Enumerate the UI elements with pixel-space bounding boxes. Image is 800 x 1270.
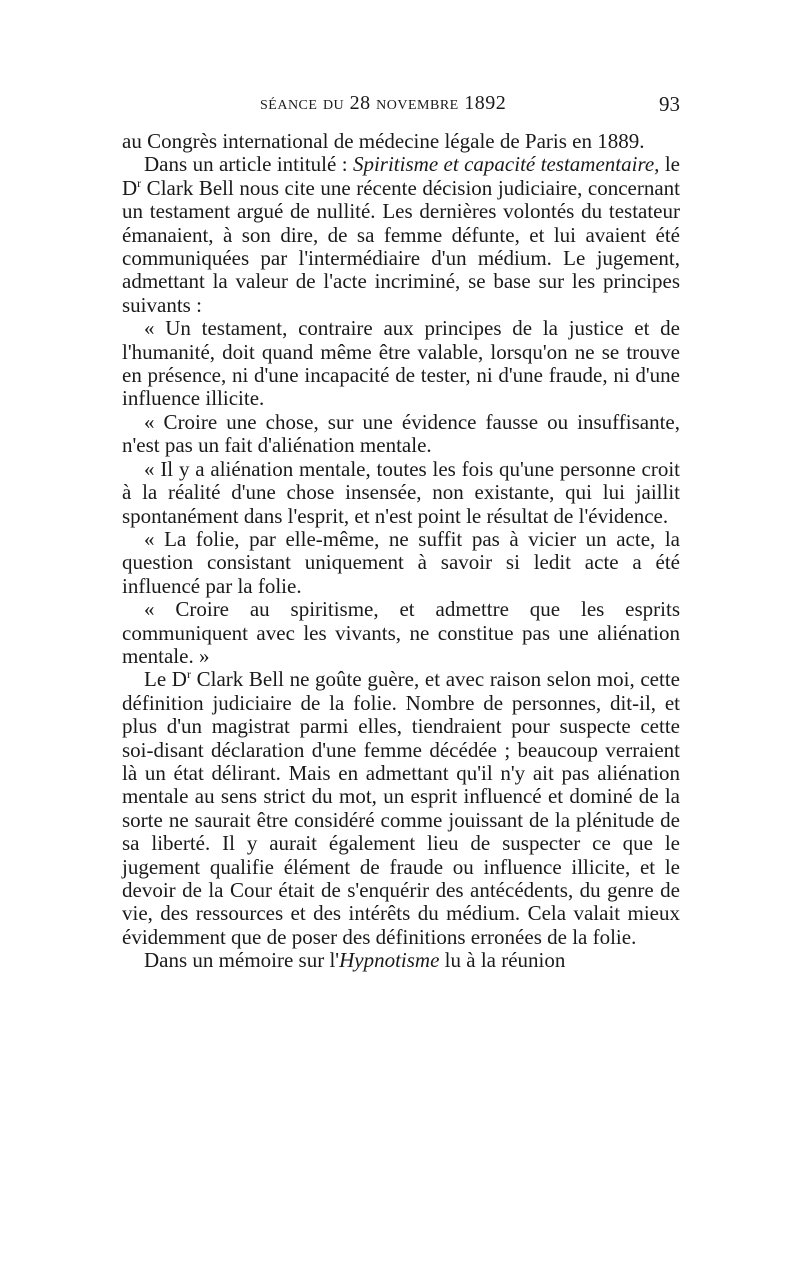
running-head [122, 92, 680, 120]
page-number: 93 [659, 92, 680, 116]
paragraph-commentary [122, 668, 680, 949]
quote-paragraph: « Il y a aliénation mentale, toutes les fois qu'une personne croit à la réalité d'une chose insensée, non existante, qui lui jaillit spontanément dans l'esprit, et n'est point le résultat de l'évidence. [122, 456, 680, 528]
text-run: Dans un article intitulé : [144, 152, 353, 177]
paragraph-continuation: au Congrès international de médecine légale de Paris en 1889. [122, 129, 645, 153]
text-run: Clark Bell nous cite une récente décision judiciaire, concernant un testament argué de nullité. Les dernières volontés du testateur émanaient, à son dire, de sa femme défunte, et lui avaient été communiquées par l'intermédiaire d'un médium. Le jugement, admettant la valeur de l'acte incriminé, se base sur les principes suivants : [122, 175, 680, 317]
text-run: Dans un mémoire sur l' [144, 948, 340, 973]
memoir-title: Hypnotisme [339, 948, 440, 973]
paragraph-article [122, 153, 680, 317]
text-run: Le D [144, 667, 187, 692]
quote-paragraph: « La folie, par elle-même, ne suffit pas à vicier un acte, la question consistant uniquement à savoir si ledit acte a été influencé par la folie. [122, 526, 680, 598]
superscript: r [186, 667, 191, 682]
body-text [122, 130, 680, 973]
text-run: Clark Bell ne goûte guère, et avec raison selon moi, cette définition judiciaire de la folie. Nombre de personnes, dit-il, et plus d'un magistrat parmi elles, tiendraient pour suspecte cette soi-disant déclaration d'une femme décédée ; beaucoup verraient là un état délirant. Mais en admettant qu'il n'y ait pas aliénation mentale au sens strict du mot, un esprit influencé et dominé de la sorte ne saurait être considéré comme jouissant de la plénitude de sa liberté. Il y aurait également lieu de suspecter ce que le jugement qualifie élément de fraude ou influence illicite, et le devoir de la Cour était de s'enquérir des antécédents, du genre de vie, des ressources et des intérêts du médium. Cela valait mieux évidemment que de poser des définitions erronées de la folie. [122, 667, 680, 949]
quote-paragraph: « Un testament, contraire aux principes de la justice et de l'humanité, doit quand même être valable, lorsqu'on ne se trouve en présence, ni d'une incapacité de tester, ni d'une fraude, ni d'une influence illicite. [122, 316, 680, 411]
article-title: Spiritisme et capacité testamentaire, [352, 152, 660, 177]
paragraph-hypnotisme [122, 949, 680, 972]
text-run: le D [122, 152, 680, 200]
superscript: r [137, 175, 142, 190]
quote-paragraph: « Croire une chose, sur une évidence fausse ou insuffisante, n'est pas un fait d'aliénation mentale. [122, 409, 680, 458]
running-title: séance du 28 novembre 1892 [260, 92, 507, 114]
text-run: lu à la réunion [439, 948, 566, 973]
quote-paragraph: « Croire au spiritisme, et admettre que les esprits communiquent avec les vivants, ne constitue pas une aliénation mentale. » [122, 597, 680, 668]
